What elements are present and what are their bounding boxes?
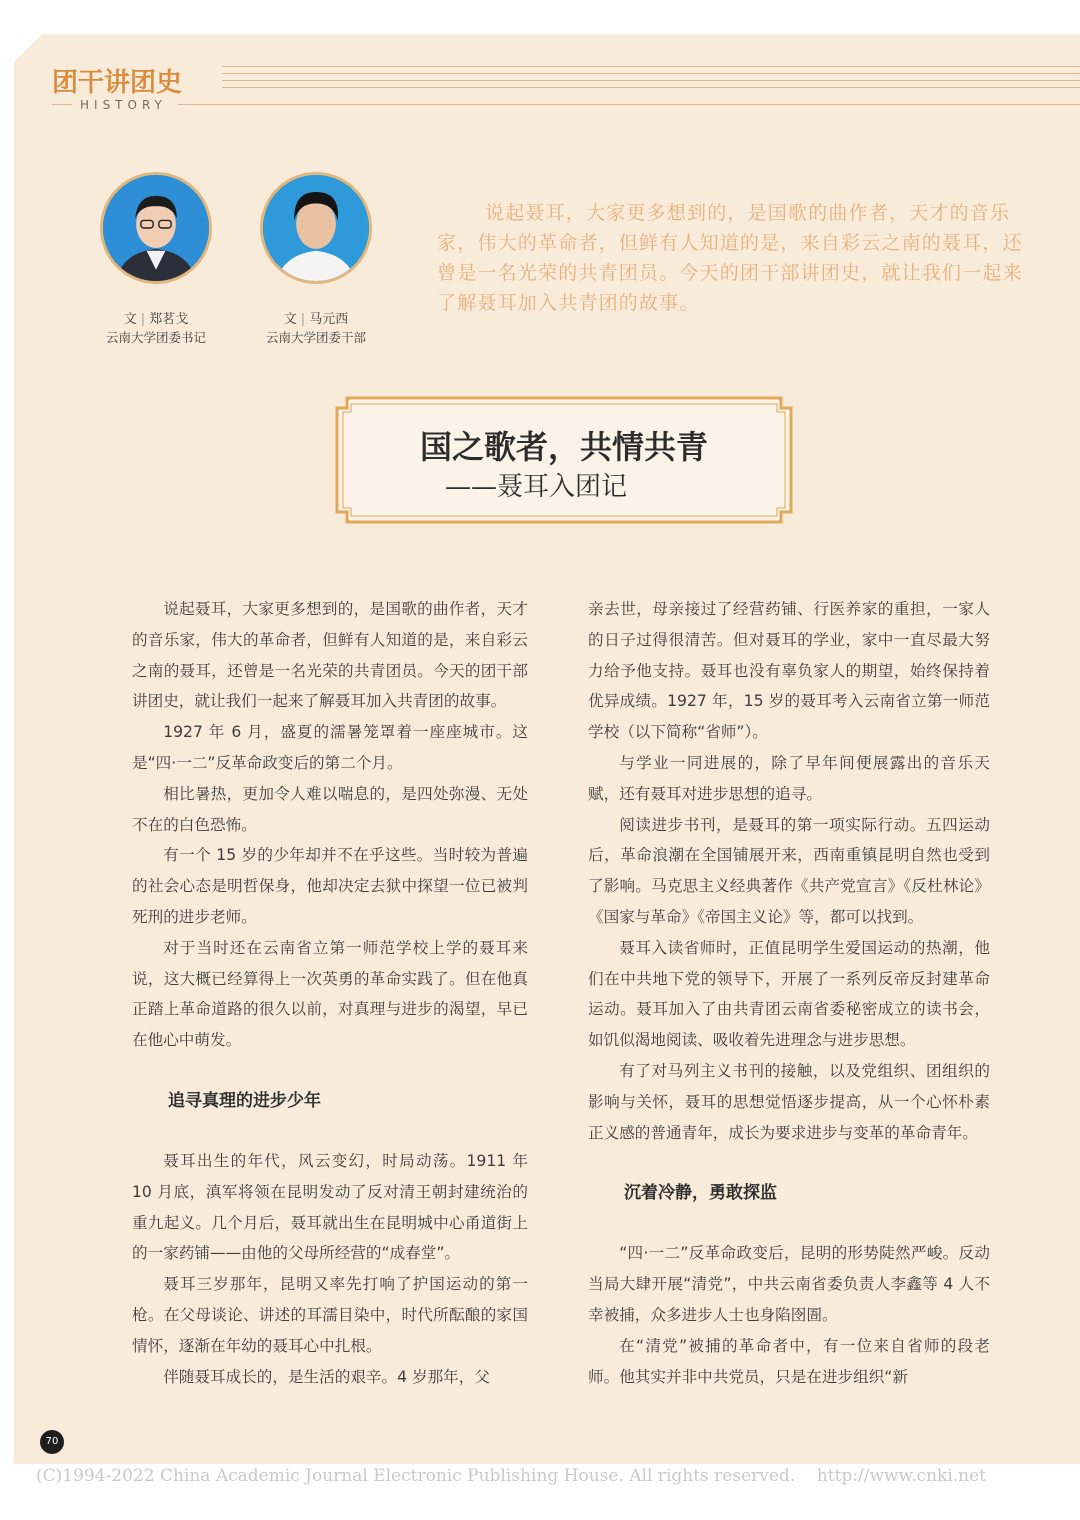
- body-paragraph: 聂耳三岁那年，昆明又率先打响了护国运动的第一枪。在父母谈论、讲述的耳濡目染中，时代所酝酿的家国情怀，逐渐在年幼的聂耳心中扎根。: [132, 1275, 528, 1355]
- body-paragraph: 有了对马列主义书刊的接触，以及党组织、团组织的影响与关怀，聂耳的思想觉悟逐步提高，从一个心怀朴素正义感的普通青年，成长为要求进步与变革的革命青年。: [588, 1061, 990, 1142]
- header-rule-lines: [222, 66, 1080, 94]
- intro-paragraph: 说起聂耳，大家更多想到的，是国歌的曲作者，天才的音乐家，伟大的革命者，但鲜有人知道的是，来自彩云之南的聂耳，还曾是一名光荣的共青团员。今天的团干部讲团史，就让我们一起来了解聂耳加入共青团的故事。: [437, 202, 1023, 314]
- author-org-2: 云南大学团委干部: [265, 330, 366, 345]
- author-credit-2: 文 | 马元西: [283, 312, 349, 327]
- author-photo-1: [100, 172, 212, 284]
- page-number: 70: [40, 1430, 64, 1454]
- article-title: 国之歌者，共情共青: [419, 428, 708, 466]
- body-paragraph: 聂耳入读省师时，正值昆明学生爱国运动的热潮，他们在中共地下党的领导下，开展了一系列反帝反封建革命运动。聂耳加入了由共青团云南省委秘密成立的读书会，如饥似渴地阅读、吸收着先进理念与进步思想。: [588, 938, 990, 1050]
- author-org-1: 云南大学团委书记: [105, 330, 206, 345]
- body-paragraph: 阅读进步书刊，是聂耳的第一项实际行动。五四运动后，革命浪潮在全国铺展开来，西南重镇昆明自然也受到了影响。马克思主义经典著作《共产党宣言》《反杜林论》《国家与革命》《帝国主义论》等，都可以找到。: [588, 815, 990, 926]
- header-rule: [178, 104, 1080, 105]
- author-name: 马元西: [309, 312, 349, 327]
- body-paragraph: 有一个 15 岁的少年却并不在乎这些。当时较为普遍的社会心态是明哲保身，他却决定去狱中探望一位已被判死刑的进步老师。: [132, 846, 528, 926]
- author-name: 郑茗戈: [149, 312, 189, 327]
- section-heading: 沉着冷静，勇敢探监: [624, 1183, 777, 1204]
- body-paragraph: 伴随聂耳成长的，是生活的艰辛。4 岁那年，父: [163, 1367, 490, 1386]
- header-rule-left: [52, 104, 72, 105]
- author-prefix: 文: [123, 312, 137, 327]
- body-paragraph: 聂耳出生的年代，风云变幻，时局动荡。1911 年 10 月底，滇军将领在昆明发动了反对清王朝封建统治的重九起义。几个月后，聂耳就出生在昆明城中心甬道街上的一家药铺——由他的父母所经营的“成春堂”。: [132, 1151, 528, 1263]
- body-paragraph: 在“清党”被捕的革命者中，有一位来自省师的段老师。他其实并非中共党员，只是在进步组织“新: [588, 1336, 990, 1386]
- author-credit-1: 文 | 郑茗戈: [123, 312, 189, 327]
- body-paragraph: 亲去世，母亲接过了经营药铺、行医养家的重担，一家人的日子过得很清苦。但对聂耳的学业，家中一直尽最大努力给予他支持。聂耳也没有辜负家人的期望，始终保持着优异成绩。1927 年，15 岁的聂耳考入云南省立第一师范学校（以下简称“省师”）。: [588, 600, 990, 742]
- body-paragraph: 1927 年 6 月，盛夏的濡暑笼罩着一座座城市。这是“四·一二”反革命政变后的第二个月。: [132, 723, 528, 772]
- body-paragraph: 对于当时还在云南省立第一师范学校上学的聂耳来说，这大概已经算得上一次英勇的革命实践了。但在他真正踏上革命道路的很久以前，对真理与进步的渴望，早已在他心中萌发。: [132, 938, 528, 1050]
- author-prefix: 文: [283, 312, 297, 327]
- portrait-icon: [263, 175, 369, 281]
- author-photo-2: [260, 172, 372, 284]
- left-column: [132, 594, 528, 1392]
- body-paragraph: 相比暑热，更加令人难以喘息的，是四处弥漫、无处不在的白色恐怖。: [132, 784, 528, 834]
- section-subtitle: HISTORY: [80, 98, 167, 112]
- right-column: [588, 594, 990, 1392]
- section-title: 团干讲团史: [52, 68, 183, 98]
- copyright-footer: (C)1994-2022 China Academic Journal Electronic Publishing House. All rights reserved. http://www.cnki.net: [36, 1466, 986, 1486]
- body-paragraph: 与学业一同进展的，除了早年间便展露出的音乐天赋，还有聂耳对进步思想的追寻。: [588, 753, 990, 803]
- portrait-icon: [103, 175, 209, 281]
- article-subtitle: ——聂耳入团记: [445, 472, 628, 502]
- section-heading: 追寻真理的进步少年: [168, 1090, 321, 1111]
- body-paragraph: “四·一二”反革命政变后，昆明的形势陡然严峻。反动当局大肆开展“清党”，中共云南省委负责人李鑫等 4 人不幸被捕，众多进步人士也身陷囹圄。: [588, 1244, 990, 1324]
- body-paragraph: 说起聂耳，大家更多想到的，是国歌的曲作者，天才的音乐家，伟大的革命者，但鲜有人知道的是，来自彩云之南的聂耳，还曾是一名光荣的共青团员。今天的团干部讲团史，就让我们一起来了解聂耳加入共青团的故事。: [132, 600, 528, 711]
- title-box: [325, 396, 803, 524]
